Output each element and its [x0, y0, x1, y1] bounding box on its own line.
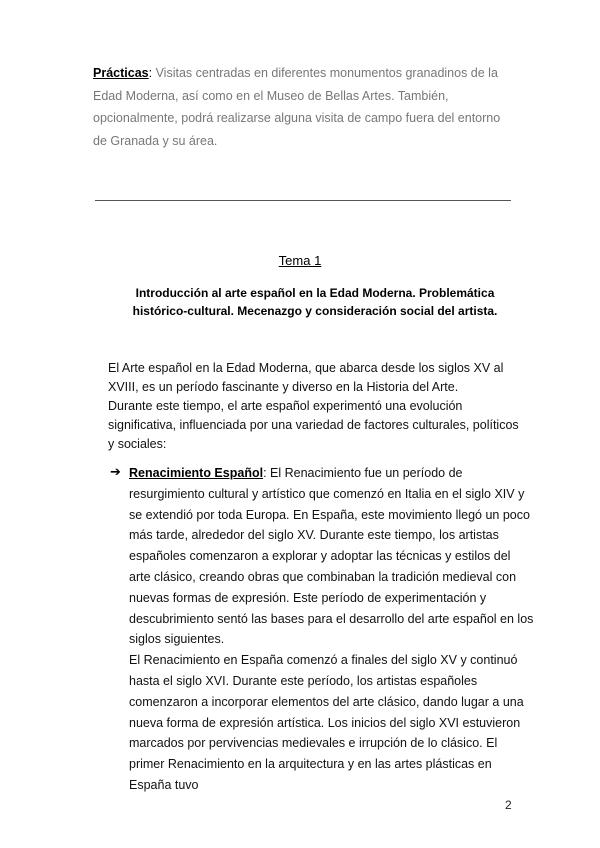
bullet-paragraph-1 — [129, 463, 534, 650]
topic-heading: Introducción al arte español en la Edad Moderna. Problemática histórico-cultural. Mecenazgo y consideración social del artista. — [132, 286, 498, 318]
bullet-term: Renacimiento Español — [129, 466, 264, 480]
intro-paragraph-1: El Arte español en la Edad Moderna, que abarca desde los siglos XV al XVIII, es un período fascinante y diverso en la Historia del Arte. — [108, 361, 504, 394]
topic-title: Tema 1 — [278, 253, 322, 268]
bullet-text-1: El Renacimiento fue un período de resurgimiento cultural y artístico que comenzó en Italia en el siglo XIV y se extendió por toda Europa. En España, este movimiento llegó un poco más tarde, alrededor del siglo XV. Durante este tiempo, los artistas españoles comenzaron a explorar y adoptar las técnicas y estilos del arte clásico, creando obras que combinaban la tradición medieval con nuevas formas de expresión. Este período de experimentación y descubrimiento sentó las bases para el desarrollo del arte español en los siglos siguientes. — [129, 466, 534, 647]
intro-paragraph-2: Durante este tiempo, el arte español experimentó una evolución significativa, influenciada por una variedad de factores culturales, políticos y sociales: — [108, 399, 519, 451]
practicas-text: Visitas centradas en diferentes monumentos granadinos de la Edad Moderna, así como en el Museo de Bellas Artes. También, opcionalmente, podrá realizarse alguna visita de campo fuera del entorno de Granada y su área. — [93, 66, 501, 148]
bullet-term-suffix: : — [263, 466, 267, 480]
bullet-paragraph-2: El Renacimiento en España comenzó a finales del siglo XV y continuó hasta el siglo XVI. Durante este período, los artistas españoles comenzaron a incorporar elementos del arte clásico, dando lugar a una nueva forma de expresión artística. Los inicios del siglo XVI estuvieron marcados por pervivencias medievales e irrupción de lo clásico. El primer Renacimiento en la arquitectura y en las artes plásticas en España tuvo — [129, 653, 524, 792]
arrow-bullet-icon: ➔ — [110, 464, 121, 479]
section-divider — [95, 200, 511, 201]
intro-text — [108, 359, 528, 454]
bullet-renacimiento — [129, 463, 534, 796]
practicas-paragraph — [93, 62, 513, 152]
page-number: 2 — [505, 798, 512, 812]
practicas-label: Prácticas — [93, 66, 149, 80]
practicas-colon: : — [148, 66, 153, 80]
